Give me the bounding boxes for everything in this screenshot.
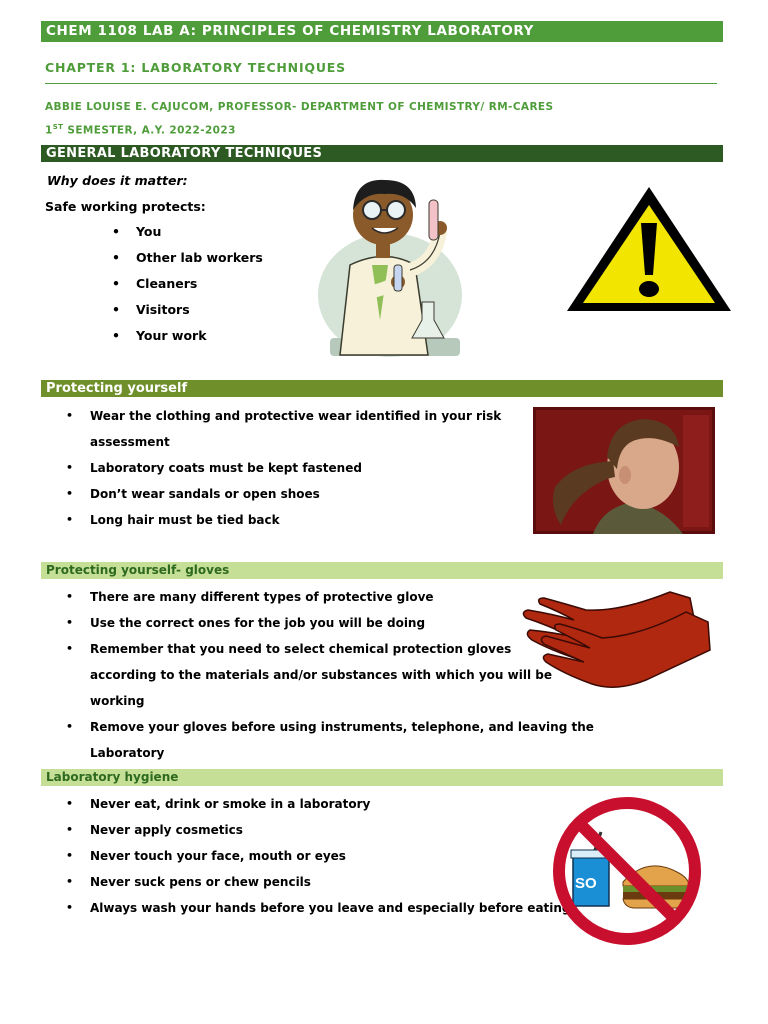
semester-ordinal: ST (52, 123, 64, 131)
list-item: • Laboratory coats must be kept fastened (66, 455, 690, 481)
chapter-divider (45, 83, 717, 84)
protects-list (112, 224, 263, 354)
protecting-section-header (41, 380, 723, 397)
list-item: • Always wash your hands before you leave and especially before eating (66, 895, 710, 921)
list-item: • Your work (112, 328, 263, 354)
soda-label: SO (575, 875, 597, 892)
warning-icon (563, 183, 735, 317)
general-section-title: GENERAL LABORATORY TECHNIQUES (46, 146, 323, 161)
list-item: • Other lab workers (112, 250, 263, 276)
semester-line (45, 123, 236, 137)
list-item: • You (112, 224, 263, 250)
hygiene-section-header (41, 769, 723, 786)
list-item: • Don’t wear sandals or open shoes (66, 481, 690, 507)
gloves-section-title: Protecting yourself- gloves (46, 563, 230, 577)
list-item: • Cleaners (112, 276, 263, 302)
list-item: • Never apply cosmetics (66, 817, 690, 843)
list-item: • Remember that you need to select chemical protection gloves according to the materials and/or substances with which you will be working (66, 636, 560, 714)
general-section-header (41, 145, 723, 162)
protecting-section-title: Protecting yourself (46, 381, 188, 396)
course-title-bar (41, 21, 723, 42)
semester-text: SEMESTER, A.Y. 2022-2023 (63, 124, 236, 137)
list-item: • Long hair must be tied back (66, 507, 690, 533)
semester-number: 1 (45, 124, 53, 137)
safe-intro: Safe working protects: (45, 199, 206, 214)
chapter-title: CHAPTER 1: LABORATORY TECHNIQUES (45, 60, 346, 75)
list-item: • Never suck pens or chew pencils (66, 869, 690, 895)
hygiene-section-title: Laboratory hygiene (46, 770, 179, 784)
no-food-drink-icon (537, 796, 717, 946)
gloves-section-header (41, 562, 723, 579)
scientist-illustration (310, 170, 465, 360)
list-item: • Never touch your face, mouth or eyes (66, 843, 690, 869)
list-item: • Use the correct ones for the job you will be doing (66, 610, 690, 636)
list-item: • There are many different types of protective glove (66, 584, 690, 610)
list-item: • Remove your gloves before using instruments, telephone, and leaving the Laboratory (66, 714, 660, 766)
why-heading: Why does it matter: (47, 173, 188, 188)
list-item: • Wear the clothing and protective wear identified in your risk assessment (66, 403, 570, 455)
list-item: • Never eat, drink or smoke in a laboratory (66, 791, 690, 817)
long-hair-photo (533, 407, 715, 534)
author-line: ABBIE LOUISE E. CAJUCOM, PROFESSOR- DEPARTMENT OF CHEMISTRY/ RM-CARES (45, 101, 554, 113)
list-item: • Visitors (112, 302, 263, 328)
course-title: CHEM 1108 LAB A: PRINCIPLES OF CHEMISTRY LABORATORY (46, 23, 535, 39)
gloves-illustration (520, 588, 715, 700)
